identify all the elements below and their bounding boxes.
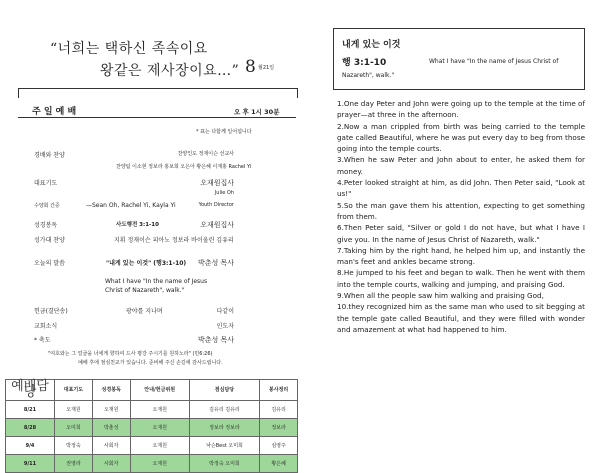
sermon-quote: What I have "In the name of Jesus Christ of Nazareth", walk." xyxy=(105,278,208,294)
row-label: 대표기도 xyxy=(34,180,58,187)
verse-paragraph: 6.Then Peter said, "Silver or gold I do not have, but what I have I give you. In the name of Jesus Christ of Nazareth, walk." xyxy=(337,223,585,244)
row-label: 경배와 찬양 xyxy=(34,152,65,159)
duty-cell: 김유리 김유리 xyxy=(189,401,259,419)
scripture-quote-a: What I have "In the name of Jesus Christ of xyxy=(429,58,559,65)
row-right: 찬양인도 정재이슨 선교사 xyxy=(177,151,234,157)
worship-row xyxy=(34,202,234,209)
table-row xyxy=(6,419,298,437)
row-center: —Sean Oh, Rachel Yi, Kayla Yi xyxy=(86,202,176,209)
bible-quote-line1: “너희는 택하신 족속이요 xyxy=(50,41,208,57)
row-center: 찬양팀 이소현 정보라 홍보희 오은아 황은혜 이재홍 Rachel Yi xyxy=(116,164,252,170)
duty-cell: 정보라 정보라 xyxy=(189,419,259,437)
row-label: 오늘의 말씀 xyxy=(34,260,65,267)
table-row xyxy=(6,455,298,473)
blessing-row xyxy=(34,335,234,344)
row-label: 헌금(결단송) xyxy=(34,308,68,315)
duty-header: 성경봉독 xyxy=(92,380,130,401)
verse-paragraph: 8.He jumped to his feet and began to walk. Then he went with them into the temple courts, walking and jumping, and praising God. xyxy=(337,268,585,289)
worship-row xyxy=(34,178,234,187)
table-row xyxy=(6,437,298,455)
verse-paragraph: 2.Now a man crippled from birth was being carried to the temple gate called Beautiful, where he was put every day to beg from those going into the temple courts. xyxy=(337,121,585,154)
duty-cell: 오재원 xyxy=(130,455,189,473)
worship-row xyxy=(34,150,234,159)
news-row xyxy=(34,321,234,330)
duty-cell: 오재원 xyxy=(130,401,189,419)
verse-paragraph: 5.So the man gave them his attention, expecting to get something from them. xyxy=(337,200,585,221)
duty-header: 봉사정리 xyxy=(260,380,298,401)
worship-row xyxy=(34,258,234,267)
duty-header: 점심담당 xyxy=(189,380,259,401)
scripture-box xyxy=(333,28,585,90)
service-time: 오 후 1시 30분 xyxy=(234,108,280,116)
duty-date: 8/21 xyxy=(6,401,55,419)
row-right: 오재원집사 xyxy=(200,221,234,229)
table-row xyxy=(6,401,298,419)
duty-cell: 박춘성 xyxy=(92,419,130,437)
row-label: 성가대 찬양 xyxy=(34,237,65,244)
row-right: Julie Oh xyxy=(214,190,234,196)
duty-cell: 오재원 xyxy=(130,437,189,455)
bulletin-right-page xyxy=(305,0,600,463)
row-center: 광야를 지나며 xyxy=(126,308,163,315)
verse-paragraph: 10.they recognized him as the same man who used to sit begging at the temple gate called Beautiful, and they were filled with wonder and amazement at what had happened to him. xyxy=(337,302,585,334)
duty-cell: 박정숙 xyxy=(55,437,93,455)
issue-date: 월21일 xyxy=(258,65,275,71)
row-label: 교회소식 xyxy=(34,323,58,330)
duty-cell: 박정숙 오미희 xyxy=(189,455,259,473)
bible-quote-line2: 왕같은 제사장이요…” xyxy=(100,63,240,79)
duty-cell: 권영라 xyxy=(55,455,93,473)
scripture-text xyxy=(337,98,585,335)
service-header xyxy=(18,88,298,98)
row-label: 수양회 간증 xyxy=(34,203,60,209)
duty-cell: 김유리 xyxy=(260,401,298,419)
verse-paragraph: 1.One day Peter and John were going up to the temple at the time of prayer—at three in the afternoon. xyxy=(337,99,585,120)
row-right: Youth Director xyxy=(198,202,234,208)
duty-cell: 오재원 xyxy=(130,419,189,437)
duty-header: 대표기도 xyxy=(55,380,93,401)
verse-paragraph: 3.When he saw Peter and John about to enter, he asked them for money. xyxy=(337,155,585,176)
offering-row xyxy=(34,306,234,315)
duty-date: 9/4 xyxy=(6,437,55,455)
worship-row xyxy=(34,220,234,229)
duty-cell: 황은혜 xyxy=(260,455,298,473)
duty-cell: 정보라 xyxy=(260,419,298,437)
stand-note: * 표는 다함께 일어섭니다 xyxy=(196,129,252,135)
duty-cell: 사회자 xyxy=(92,437,130,455)
row-right: 박춘성 목사 xyxy=(197,259,234,267)
duty-cell: 오재원 xyxy=(55,401,93,419)
row-label: * 축도 xyxy=(34,337,51,344)
row-center: "내게 있는 이것" (행3:1-10) xyxy=(106,260,187,267)
verse-paragraph: 4.Peter looked straight at him, as did John. Then Peter said, "Look at us!" xyxy=(337,178,585,199)
row-label: 성경봉독 xyxy=(34,222,58,229)
worship-row xyxy=(34,235,234,244)
sermon-title: 내게 있는 이것 xyxy=(342,40,401,50)
duty-header: 안내/헌금위원 xyxy=(130,380,189,401)
duty-cell: 사회자 xyxy=(92,455,130,473)
issue-number: 8 xyxy=(245,57,256,77)
header-rule xyxy=(18,117,296,118)
verse-paragraph: 7.Taking him by the right hand, he helped him up, and instantly the man's feet and ankles became strong. xyxy=(337,245,585,267)
service-title: 주 일 예 배 xyxy=(32,107,77,117)
footer-note: 예배 후에 점심친교가 있습니다. 준비해 주신 손길에 감사드립니다. xyxy=(78,360,223,366)
scripture-quote-b: Nazareth", walk." xyxy=(342,72,395,79)
row-right: 인도자 xyxy=(216,323,234,330)
row-center: 지휘 정재이슨 피아노 정보라 바이올린 김유리 xyxy=(114,237,234,244)
row-right: 박춘성 목사 xyxy=(197,336,234,344)
duty-date: 9/11 xyxy=(6,455,55,473)
duty-date: 8/28 xyxy=(6,419,55,437)
row-center: 사도행전 3:1-10 xyxy=(116,222,159,228)
verse-paragraph: 9.When all the people saw him walking and praising God, xyxy=(337,291,544,301)
row-right: 다같이 xyxy=(216,308,234,315)
bulletin-left-page xyxy=(0,0,300,467)
footer-verse: "여호와는 그 얼굴을 너에게 향하여 드사 평강 주시기를 원하노라" (민6:26) xyxy=(48,351,213,357)
row-right: 오재원집사 xyxy=(200,179,234,187)
duty-cell: 심영주 xyxy=(260,437,298,455)
duty-cell: 오미희 xyxy=(55,419,93,437)
table-row xyxy=(6,380,298,401)
duty-cell: 오재원 xyxy=(92,401,130,419)
duty-table xyxy=(5,379,298,473)
scripture-ref: 행 3:1-10 xyxy=(342,58,387,68)
duty-title: 예배담당 xyxy=(6,380,55,401)
duty-cell: 낙슨Best 오미희 xyxy=(189,437,259,455)
